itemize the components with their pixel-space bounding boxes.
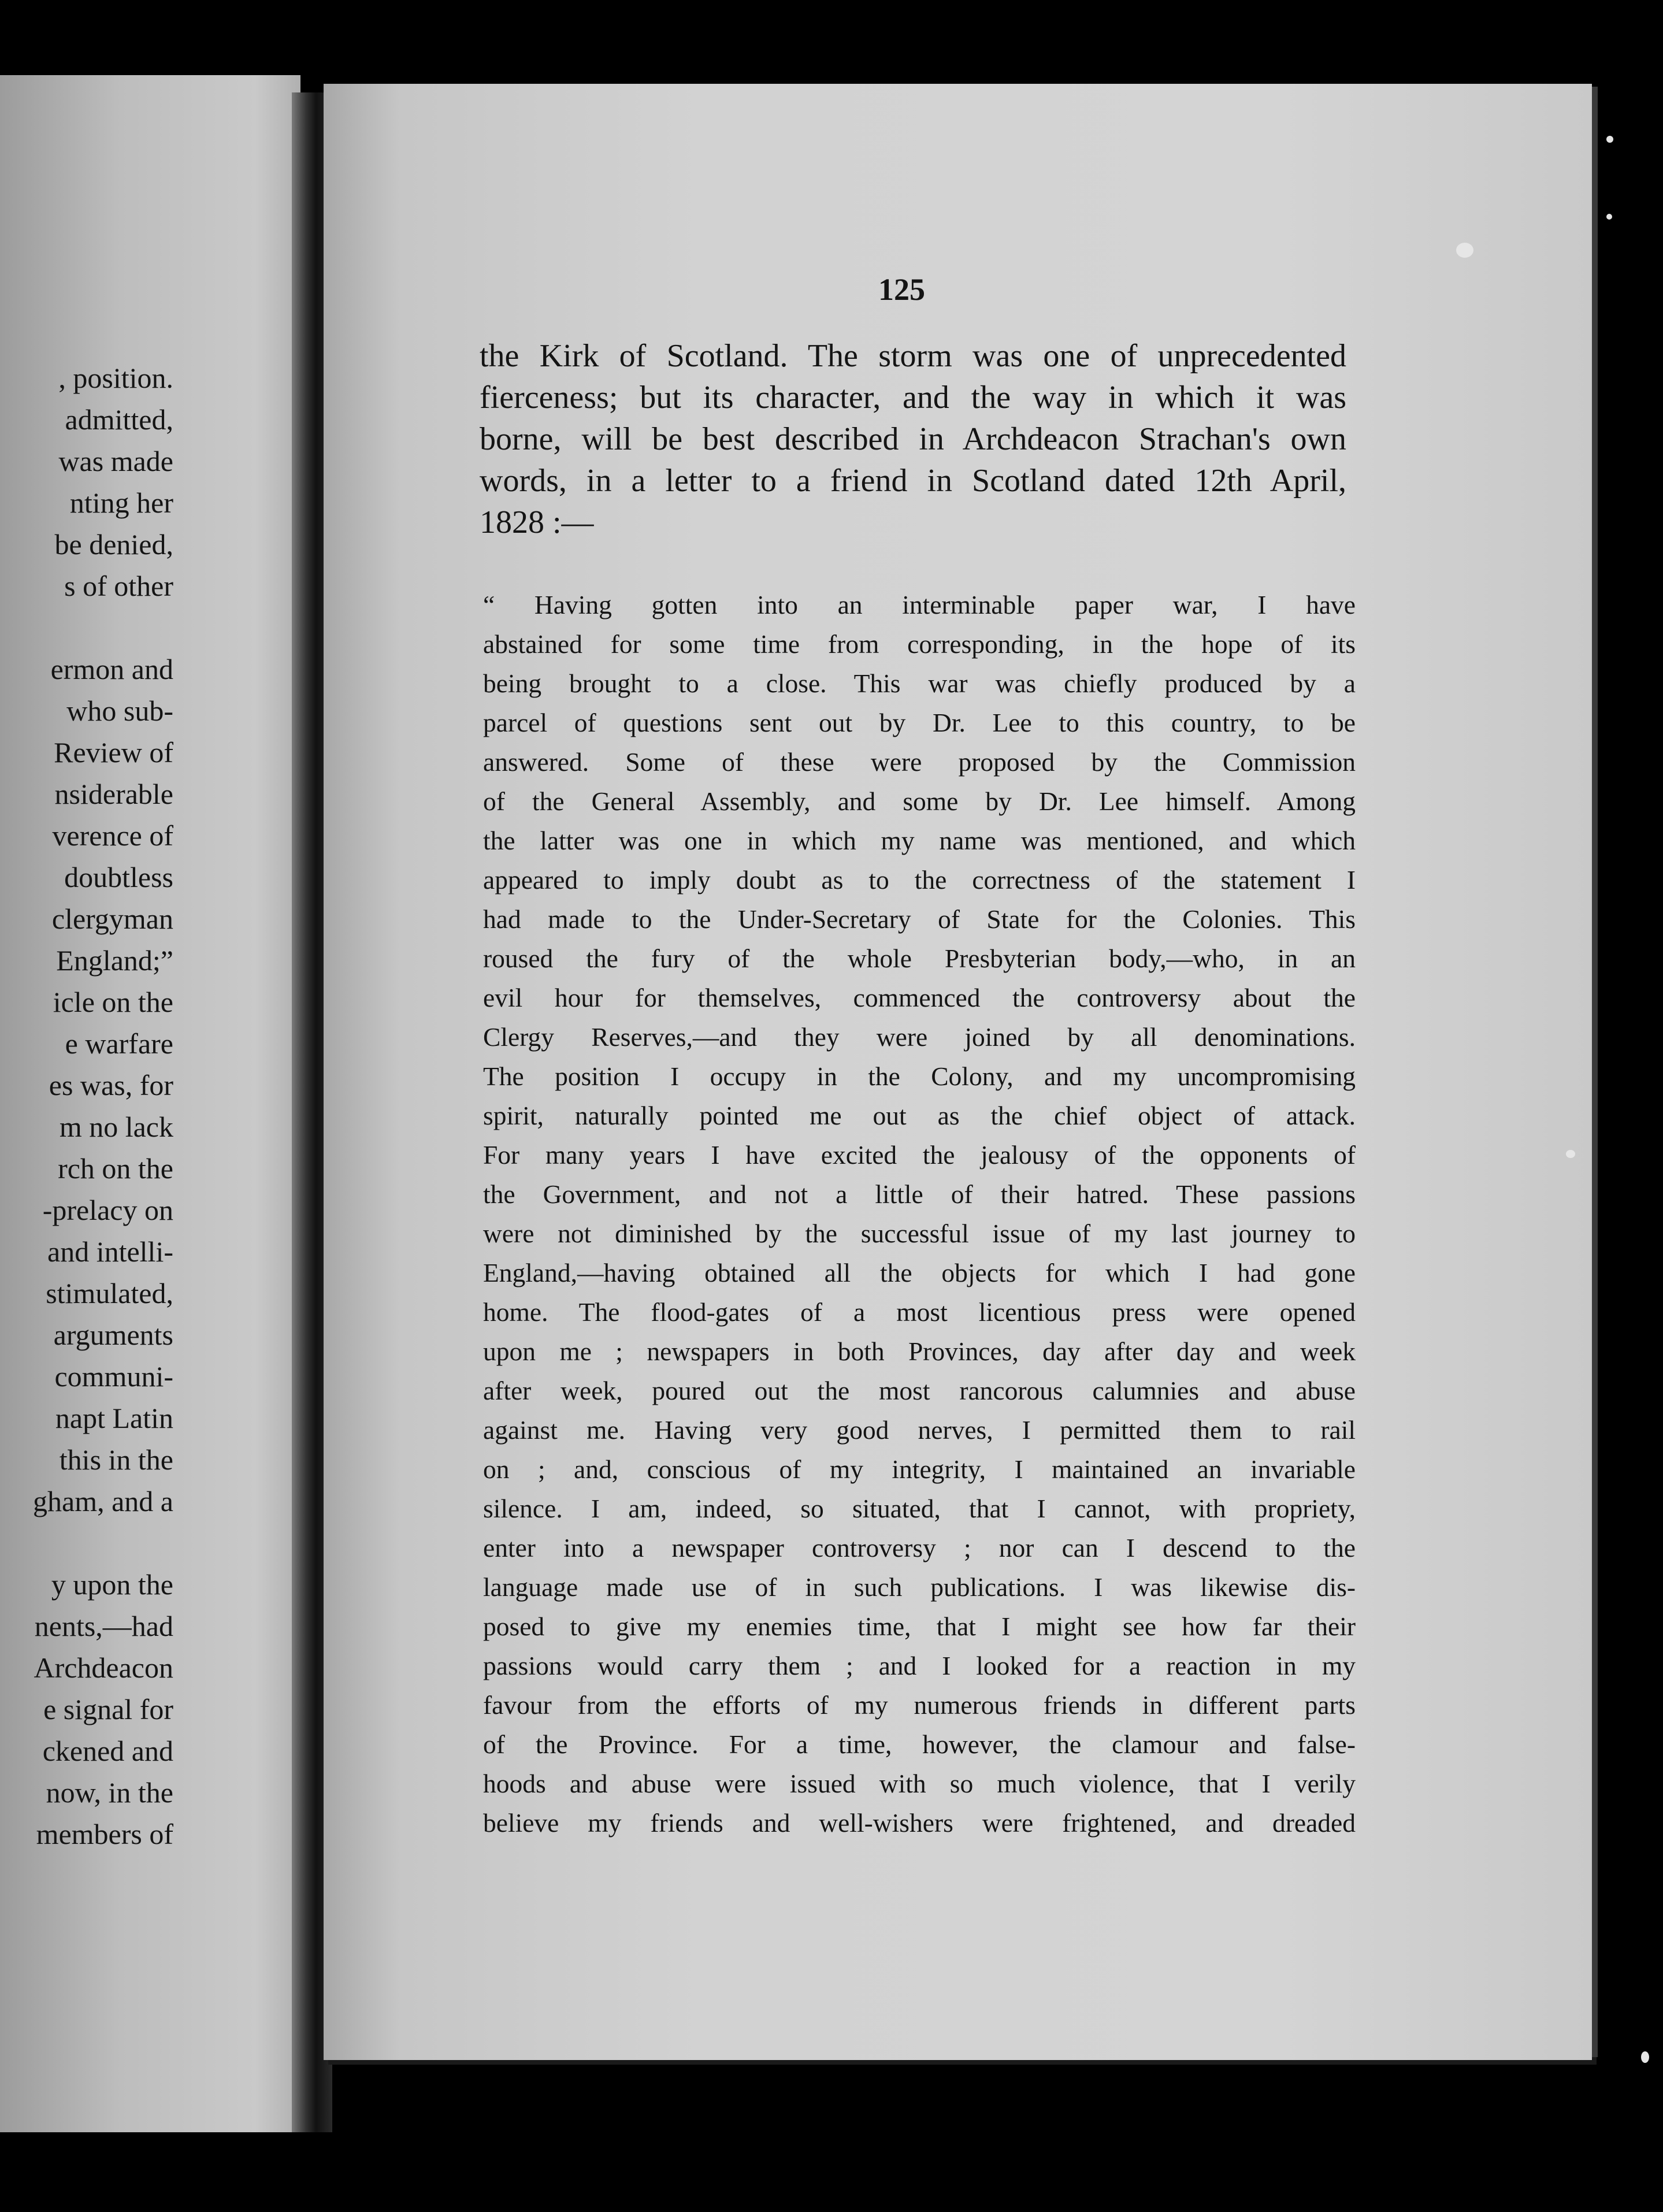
scan-speck xyxy=(1566,1150,1575,1158)
previous-page-line: icle on the xyxy=(53,986,173,1018)
previous-page-line: es was, for xyxy=(49,1069,173,1101)
quote-line: posed to give my enemies time, that I might see how far their xyxy=(483,1612,1356,1641)
previous-page-line: nting her xyxy=(69,487,173,519)
intro-line: 1828 :— xyxy=(480,504,594,540)
quote-line: home. The flood-gates of a most licentious press were opened xyxy=(483,1297,1356,1327)
intro-paragraph xyxy=(480,335,1346,543)
quote-line: were not diminished by the successful issue of my last journey to xyxy=(483,1219,1356,1248)
quote-line: hoods and abuse were issued with so much violence, that I verily xyxy=(483,1769,1356,1798)
intro-line: the Kirk of Scotland. The storm was one of unprecedented xyxy=(480,338,1346,374)
quote-line: silence. I am, indeed, so situated, that I cannot, with propriety, xyxy=(483,1494,1356,1523)
previous-page-line: y upon the xyxy=(51,1568,173,1601)
previous-page-line: e warfare xyxy=(65,1027,173,1060)
previous-page-line: napt Latin xyxy=(55,1402,173,1434)
previous-page-line: communi- xyxy=(54,1360,173,1393)
previous-page-line: Archdeacon xyxy=(34,1651,173,1684)
quote-line: England,—having obtained all the objects for which I had gone xyxy=(483,1258,1356,1287)
quote-line: on ; and, conscious of my integrity, I maintained an invariable xyxy=(483,1454,1356,1484)
quote-line: answered. Some of these were proposed by the Commission xyxy=(483,747,1356,777)
scan-speck xyxy=(1606,214,1612,220)
previous-page-line: e signal for xyxy=(43,1693,173,1725)
previous-page-line: ckened and xyxy=(42,1735,173,1767)
quote-line: favour from the efforts of my numerous friends in different parts xyxy=(483,1690,1356,1720)
quote-line: “ Having gotten into an interminable paper war, I have xyxy=(483,590,1356,619)
quote-line: the latter was one in which my name was mentioned, and which xyxy=(483,826,1356,855)
previous-page-line: rch on the xyxy=(58,1152,173,1185)
previous-page-line xyxy=(0,1522,173,1564)
quote-line: language made use of in such publications. I was likewise dis- xyxy=(483,1572,1356,1602)
quote-line: passions would carry them ; and I looked for a reaction in my xyxy=(483,1651,1356,1680)
scan-speck xyxy=(1606,136,1613,143)
previous-page-line: verence of xyxy=(52,819,173,852)
previous-page-text xyxy=(0,357,173,1855)
previous-page-line: nsiderable xyxy=(54,778,173,810)
previous-page-line: gham, and a xyxy=(33,1485,173,1517)
letter-quotation xyxy=(483,585,1356,1843)
quote-line: The position I occupy in the Colony, and my uncompromising xyxy=(483,1062,1356,1091)
previous-page-line: and intelli- xyxy=(47,1235,173,1268)
previous-page-line: members of xyxy=(36,1818,173,1850)
previous-page-line: this in the xyxy=(59,1443,173,1476)
quote-line: roused the fury of the whole Presbyterian body,—who, in an xyxy=(483,944,1356,973)
previous-page-line: who sub- xyxy=(66,695,173,727)
quote-line: believe my friends and well-wishers were frightened, and dreaded xyxy=(483,1808,1356,1838)
previous-page-line xyxy=(0,607,173,648)
quote-line: of the General Assembly, and some by Dr. Lee himself. Among xyxy=(483,786,1356,816)
quote-line: appeared to imply doubt as to the correctness of the statement I xyxy=(483,865,1356,895)
quote-line: of the Province. For a time, however, the clamour and false- xyxy=(483,1729,1356,1759)
quote-line: evil hour for themselves, commenced the controversy about the xyxy=(483,983,1356,1012)
quote-line: the Government, and not a little of their hatred. These passions xyxy=(483,1179,1356,1209)
quote-line: parcel of questions sent out by Dr. Lee to this country, to be xyxy=(483,708,1356,737)
previous-page-line: clergyman xyxy=(51,903,173,935)
previous-page-line: was made xyxy=(58,445,173,477)
page-number: 125 xyxy=(878,272,925,307)
previous-page-line: ermon and xyxy=(50,653,173,685)
previous-page-line: now, in the xyxy=(46,1776,173,1809)
quote-line: against me. Having very good nerves, I permitted them to rail xyxy=(483,1415,1356,1445)
previous-page-line: doubtless xyxy=(64,861,173,893)
quote-line: upon me ; newspapers in both Provinces, day after day and week xyxy=(483,1337,1356,1366)
quote-line: abstained for some time from corresponding, in the hope of its xyxy=(483,629,1356,659)
previous-page-line: m no lack xyxy=(59,1111,173,1143)
scan-speck xyxy=(1456,243,1473,258)
previous-page-line: England;” xyxy=(56,944,173,977)
intro-line: borne, will be best described in Archdeacon Strachan's own xyxy=(480,421,1346,457)
quote-line: being brought to a close. This war was chiefly produced by a xyxy=(483,669,1356,698)
intro-line: words, in a letter to a friend in Scotland dated 12th April, xyxy=(480,463,1346,499)
previous-page-line: -prelacy on xyxy=(42,1194,173,1226)
previous-page-line: , position. xyxy=(58,362,173,394)
quote-line: after week, poured out the most rancorous calumnies and abuse xyxy=(483,1376,1356,1405)
quote-line: enter into a newspaper controversy ; nor can I descend to the xyxy=(483,1533,1356,1562)
previous-page-line: admitted, xyxy=(65,403,173,436)
page-edge xyxy=(1592,87,1598,2057)
quote-line: spirit, naturally pointed me out as the chief object of attack. xyxy=(483,1101,1356,1130)
previous-page-line: s of other xyxy=(64,570,173,602)
previous-page-line: Review of xyxy=(54,736,173,769)
scan-speck xyxy=(1641,2051,1649,2063)
quote-line: For many years I have excited the jealousy of the opponents of xyxy=(483,1140,1356,1170)
previous-page-line: nents,—had xyxy=(34,1610,173,1642)
previous-page-line: arguments xyxy=(53,1319,173,1351)
previous-page-line: be denied, xyxy=(54,528,173,561)
quote-line: had made to the Under-Secretary of State for the Colonies. This xyxy=(483,904,1356,934)
previous-page-line: stimulated, xyxy=(46,1277,173,1309)
quote-line: Clergy Reserves,—and they were joined by all denominations. xyxy=(483,1022,1356,1052)
intro-line: fierceness; but its character, and the way in which it was xyxy=(480,380,1346,415)
